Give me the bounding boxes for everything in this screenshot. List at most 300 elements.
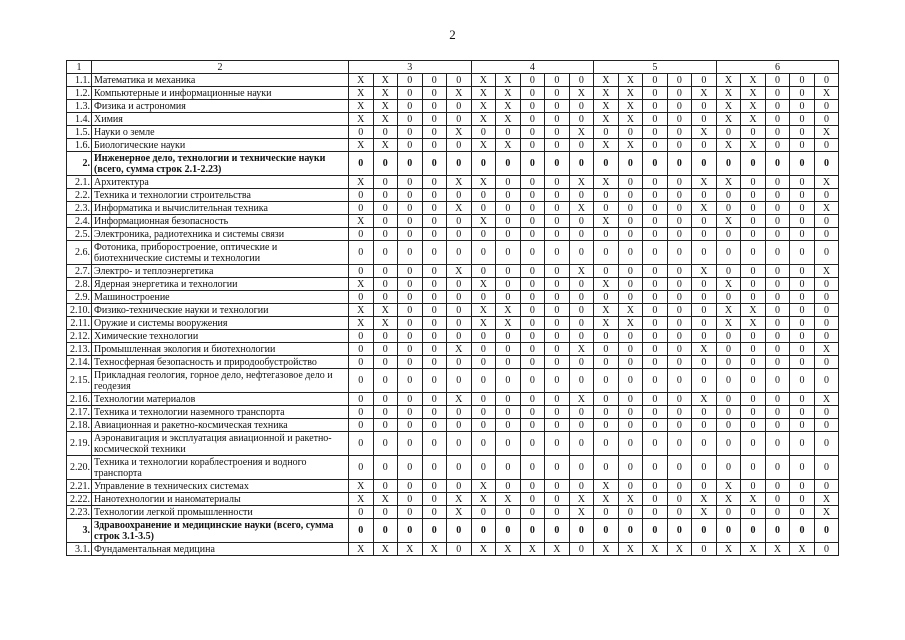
table-cell: 0 — [790, 506, 815, 519]
table-cell: 0 — [618, 152, 643, 176]
table-cell: 0 — [520, 215, 545, 228]
table-cell: 0 — [349, 265, 374, 278]
table-cell: X — [618, 543, 643, 556]
table-cell: 0 — [741, 369, 766, 393]
table-cell: 0 — [643, 432, 668, 456]
table-cell: 0 — [790, 393, 815, 406]
table-cell: 0 — [765, 265, 790, 278]
table-cell: 0 — [765, 113, 790, 126]
table-cell: 0 — [741, 419, 766, 432]
table-cell: 0 — [422, 87, 447, 100]
table-row — [67, 126, 839, 139]
table-cell: X — [618, 100, 643, 113]
table-cell: X — [643, 543, 668, 556]
table-cell: 0 — [349, 189, 374, 202]
table-cell: 0 — [373, 126, 398, 139]
table-cell: X — [447, 393, 472, 406]
table-cell: 0 — [790, 519, 815, 543]
table-cell: X — [569, 202, 594, 215]
table-cell: 0 — [765, 241, 790, 265]
table-cell: X — [520, 543, 545, 556]
row-code: 2.20. — [67, 456, 92, 480]
table-cell: 0 — [667, 126, 692, 139]
table-cell: 0 — [667, 176, 692, 189]
row-code: 1.6. — [67, 139, 92, 152]
table-cell: 0 — [349, 393, 374, 406]
table-cell: 0 — [814, 419, 839, 432]
table-cell: 0 — [545, 241, 570, 265]
table-cell: 0 — [594, 265, 619, 278]
table-cell: 0 — [814, 432, 839, 456]
table-cell: 0 — [422, 176, 447, 189]
table-cell: 0 — [349, 356, 374, 369]
row-name: Промышленная экология и биотехнологии — [92, 343, 349, 356]
table-cell: 0 — [765, 393, 790, 406]
table-cell: 0 — [741, 456, 766, 480]
table-cell: 0 — [594, 506, 619, 519]
table-cell: 0 — [545, 74, 570, 87]
table-cell: 0 — [398, 202, 423, 215]
table-row — [67, 87, 839, 100]
table-cell: 0 — [741, 393, 766, 406]
table-cell: 0 — [520, 493, 545, 506]
table-cell: 0 — [643, 393, 668, 406]
table-cell: 0 — [643, 419, 668, 432]
table-cell: X — [471, 493, 496, 506]
table-cell: 0 — [716, 126, 741, 139]
table-cell: 0 — [692, 543, 717, 556]
table-cell: 0 — [643, 291, 668, 304]
table-cell: 0 — [520, 432, 545, 456]
table-cell: 0 — [520, 519, 545, 543]
table-cell: 0 — [765, 343, 790, 356]
table-cell: 0 — [520, 152, 545, 176]
table-cell: X — [373, 87, 398, 100]
table-cell: X — [471, 139, 496, 152]
table-cell: 0 — [545, 304, 570, 317]
table-cell: 0 — [398, 291, 423, 304]
table-cell: 0 — [373, 406, 398, 419]
table-cell: 0 — [667, 480, 692, 493]
table-cell: X — [373, 100, 398, 113]
row-code: 2.5. — [67, 228, 92, 241]
row-code: 3. — [67, 519, 92, 543]
table-cell: 0 — [569, 543, 594, 556]
table-cell: 0 — [569, 74, 594, 87]
row-name: Технологии материалов — [92, 393, 349, 406]
table-cell: X — [496, 304, 521, 317]
table-cell: X — [398, 543, 423, 556]
table-cell: 0 — [790, 202, 815, 215]
row-name: Биологические науки — [92, 139, 349, 152]
row-code: 2.21. — [67, 480, 92, 493]
table-row — [67, 265, 839, 278]
table-cell: 0 — [765, 74, 790, 87]
table-cell: 0 — [471, 356, 496, 369]
table-cell: 0 — [765, 493, 790, 506]
table-cell: 0 — [569, 406, 594, 419]
table-cell: X — [594, 87, 619, 100]
table-cell: 0 — [496, 432, 521, 456]
table-cell: 0 — [398, 278, 423, 291]
table-cell: 0 — [618, 432, 643, 456]
table-cell: 0 — [692, 317, 717, 330]
table-cell: 0 — [349, 432, 374, 456]
row-code: 2.9. — [67, 291, 92, 304]
table-cell: 0 — [398, 100, 423, 113]
table-cell: 0 — [741, 506, 766, 519]
row-name: Авиационная и ракетно-космическая техника — [92, 419, 349, 432]
table-cell: 0 — [349, 506, 374, 519]
table-cell: 0 — [814, 317, 839, 330]
table-cell: 0 — [545, 456, 570, 480]
table-cell: 0 — [716, 506, 741, 519]
table-cell: X — [741, 113, 766, 126]
table-cell: 0 — [790, 278, 815, 291]
table-cell: 0 — [545, 343, 570, 356]
table-cell: 0 — [618, 480, 643, 493]
table-cell: 0 — [667, 519, 692, 543]
table-cell: 0 — [496, 406, 521, 419]
table-cell: 0 — [814, 291, 839, 304]
table-cell: 0 — [643, 356, 668, 369]
table-cell: 0 — [692, 228, 717, 241]
table-cell: 0 — [716, 189, 741, 202]
table-cell: 0 — [569, 228, 594, 241]
table-cell: 0 — [373, 278, 398, 291]
table-cell: 0 — [447, 215, 472, 228]
table-cell: 0 — [471, 126, 496, 139]
table-cell: 0 — [373, 343, 398, 356]
table-cell: 0 — [692, 278, 717, 291]
table-cell: 0 — [520, 265, 545, 278]
table-cell: 0 — [545, 317, 570, 330]
table-cell: 0 — [569, 152, 594, 176]
table-cell: X — [814, 343, 839, 356]
table-cell: 0 — [790, 74, 815, 87]
table-cell: 0 — [618, 456, 643, 480]
table-cell: 0 — [422, 241, 447, 265]
table-cell: 0 — [471, 152, 496, 176]
row-code: 3.1. — [67, 543, 92, 556]
table-cell: 0 — [594, 343, 619, 356]
table-cell: 0 — [520, 176, 545, 189]
table-cell: 0 — [471, 419, 496, 432]
row-code: 2.13. — [67, 343, 92, 356]
table-cell: 0 — [496, 228, 521, 241]
table-cell: 0 — [716, 432, 741, 456]
table-cell: 0 — [520, 419, 545, 432]
table-cell: X — [349, 493, 374, 506]
table-cell: 0 — [569, 100, 594, 113]
table-header-row — [67, 61, 839, 74]
table-cell: 0 — [545, 113, 570, 126]
table-cell: 0 — [643, 519, 668, 543]
table-cell: 0 — [373, 456, 398, 480]
table-cell: 0 — [667, 317, 692, 330]
table-cell: 0 — [594, 456, 619, 480]
table-cell: X — [765, 543, 790, 556]
table-cell: X — [692, 202, 717, 215]
table-cell: 0 — [447, 152, 472, 176]
table-row — [67, 113, 839, 126]
table-cell: 0 — [716, 519, 741, 543]
table-cell: 0 — [569, 432, 594, 456]
table-cell: X — [471, 543, 496, 556]
table-cell: 0 — [422, 113, 447, 126]
table-cell: 0 — [496, 480, 521, 493]
table-cell: X — [569, 265, 594, 278]
table-cell: 0 — [594, 432, 619, 456]
table-row — [67, 202, 839, 215]
table-cell: 0 — [422, 304, 447, 317]
table-cell: X — [716, 215, 741, 228]
table-cell: X — [447, 493, 472, 506]
row-name: Химия — [92, 113, 349, 126]
row-code: 2.2. — [67, 189, 92, 202]
table-cell: 0 — [422, 265, 447, 278]
table-cell: 0 — [790, 215, 815, 228]
table-cell: X — [496, 74, 521, 87]
table-cell: 0 — [422, 519, 447, 543]
table-cell: X — [447, 265, 472, 278]
row-code: 2.23. — [67, 506, 92, 519]
table-cell: 0 — [790, 356, 815, 369]
table-cell: 0 — [373, 189, 398, 202]
table-cell: X — [741, 493, 766, 506]
table-cell: 0 — [741, 189, 766, 202]
table-cell: X — [618, 74, 643, 87]
table-cell: 0 — [643, 139, 668, 152]
table-cell: X — [569, 176, 594, 189]
table-cell: 0 — [790, 343, 815, 356]
table-row — [67, 393, 839, 406]
table-cell: X — [471, 74, 496, 87]
table-cell: 0 — [765, 87, 790, 100]
table-cell: 0 — [667, 100, 692, 113]
table-cell: 0 — [545, 189, 570, 202]
table-cell: 0 — [643, 278, 668, 291]
table-cell: X — [471, 113, 496, 126]
table-cell: X — [349, 317, 374, 330]
table-cell: 0 — [447, 113, 472, 126]
table-cell: 0 — [814, 113, 839, 126]
table-row — [67, 74, 839, 87]
table-row — [67, 215, 839, 228]
table-cell: X — [569, 493, 594, 506]
table-cell: 0 — [545, 356, 570, 369]
table-cell: X — [349, 113, 374, 126]
table-cell: 0 — [422, 228, 447, 241]
table-cell: 0 — [667, 330, 692, 343]
table-cell: 0 — [594, 406, 619, 419]
row-code: 2.12. — [67, 330, 92, 343]
table-cell: 0 — [545, 291, 570, 304]
table-cell: 0 — [545, 265, 570, 278]
table-cell: 0 — [765, 356, 790, 369]
table-cell: 0 — [520, 506, 545, 519]
table-cell: 0 — [373, 152, 398, 176]
table-cell: X — [349, 278, 374, 291]
table-cell: 0 — [349, 202, 374, 215]
table-cell: 0 — [520, 393, 545, 406]
table-cell: 0 — [692, 291, 717, 304]
table-cell: 0 — [349, 291, 374, 304]
table-cell: 0 — [471, 343, 496, 356]
table-cell: 0 — [447, 189, 472, 202]
table-cell: X — [716, 543, 741, 556]
table-cell: 0 — [618, 369, 643, 393]
table-cell: 0 — [349, 241, 374, 265]
table-cell: 0 — [790, 139, 815, 152]
table-cell: 0 — [643, 87, 668, 100]
table-cell: 0 — [545, 228, 570, 241]
table-cell: 0 — [765, 139, 790, 152]
table-cell: 0 — [349, 228, 374, 241]
table-cell: 0 — [716, 369, 741, 393]
table-cell: 0 — [422, 278, 447, 291]
table-cell: 0 — [545, 152, 570, 176]
table-cell: 0 — [643, 265, 668, 278]
table-cell: 0 — [741, 291, 766, 304]
table-cell: 0 — [667, 456, 692, 480]
table-cell: X — [471, 100, 496, 113]
table-cell: X — [594, 100, 619, 113]
table-cell: 0 — [765, 419, 790, 432]
table-cell: 0 — [790, 456, 815, 480]
table-cell: 0 — [520, 100, 545, 113]
table-cell: 0 — [447, 304, 472, 317]
table-row — [67, 330, 839, 343]
table-cell: X — [471, 215, 496, 228]
table-cell: 0 — [545, 493, 570, 506]
table-cell: 0 — [643, 317, 668, 330]
table-cell: 0 — [398, 456, 423, 480]
table-cell: 0 — [569, 113, 594, 126]
table-cell: 0 — [569, 330, 594, 343]
table-cell: X — [716, 304, 741, 317]
row-name: Математика и механика — [92, 74, 349, 87]
table-cell: 0 — [643, 215, 668, 228]
table-cell: 0 — [814, 139, 839, 152]
table-cell: 0 — [692, 152, 717, 176]
table-cell: 0 — [471, 519, 496, 543]
row-code: 2.8. — [67, 278, 92, 291]
table-cell: 0 — [667, 215, 692, 228]
table-cell: X — [471, 304, 496, 317]
table-cell: X — [618, 304, 643, 317]
table-cell: X — [447, 343, 472, 356]
table-cell: 0 — [667, 343, 692, 356]
table-cell: X — [594, 278, 619, 291]
table-cell: 0 — [569, 356, 594, 369]
table-row — [67, 317, 839, 330]
table-cell: 0 — [422, 456, 447, 480]
table-cell: 0 — [765, 215, 790, 228]
table-cell: 0 — [349, 406, 374, 419]
table-cell: 0 — [594, 393, 619, 406]
row-name: Фотоника, приборостроение, оптические и биотехнические системы и технологии — [92, 241, 349, 265]
table-cell: X — [594, 493, 619, 506]
table-cell: 0 — [422, 419, 447, 432]
table-cell: X — [814, 393, 839, 406]
table-row — [67, 419, 839, 432]
table-cell: 0 — [520, 330, 545, 343]
table-cell: 0 — [814, 456, 839, 480]
table-cell: 0 — [643, 74, 668, 87]
table-cell: 0 — [349, 419, 374, 432]
table-cell: 0 — [790, 432, 815, 456]
table-cell: 0 — [447, 480, 472, 493]
table-cell: 0 — [741, 278, 766, 291]
table-cell: 0 — [520, 456, 545, 480]
table-cell: X — [814, 126, 839, 139]
table-cell: 0 — [520, 202, 545, 215]
table-cell: X — [471, 278, 496, 291]
column-header: 4 — [471, 61, 594, 74]
table-cell: 0 — [765, 506, 790, 519]
table-cell: 0 — [569, 419, 594, 432]
table-cell: 0 — [618, 419, 643, 432]
table-cell: X — [447, 506, 472, 519]
table-cell: 0 — [447, 519, 472, 543]
table-cell: 0 — [814, 304, 839, 317]
table-cell: 0 — [569, 215, 594, 228]
table-cell: X — [741, 317, 766, 330]
table-cell: 0 — [471, 202, 496, 215]
table-cell: 0 — [594, 519, 619, 543]
data-table — [66, 60, 839, 556]
table-cell: 0 — [741, 241, 766, 265]
table-cell: 0 — [790, 304, 815, 317]
table-row — [67, 519, 839, 543]
table-cell: 0 — [790, 87, 815, 100]
table-cell: 0 — [667, 228, 692, 241]
table-cell: 0 — [349, 369, 374, 393]
table-row — [67, 356, 839, 369]
table-cell: 0 — [790, 419, 815, 432]
table-cell: X — [349, 100, 374, 113]
table-cell: X — [373, 493, 398, 506]
table-cell: 0 — [741, 202, 766, 215]
table-cell: 0 — [741, 432, 766, 456]
table-cell: 0 — [814, 278, 839, 291]
table-cell: 0 — [422, 189, 447, 202]
table-cell: 0 — [692, 519, 717, 543]
table-cell: 0 — [471, 456, 496, 480]
table-cell: X — [814, 493, 839, 506]
table-cell: 0 — [471, 393, 496, 406]
column-header: 2 — [92, 61, 349, 74]
row-code: 1.5. — [67, 126, 92, 139]
table-cell: 0 — [618, 241, 643, 265]
row-code: 2.7. — [67, 265, 92, 278]
table-cell: 0 — [790, 189, 815, 202]
table-cell: 0 — [618, 126, 643, 139]
table-cell: 0 — [447, 543, 472, 556]
table-cell: 0 — [545, 100, 570, 113]
table-cell: 0 — [447, 139, 472, 152]
table-cell: 0 — [496, 343, 521, 356]
table-cell: 0 — [373, 215, 398, 228]
table-cell: X — [692, 493, 717, 506]
table-cell: 0 — [643, 100, 668, 113]
table-cell: 0 — [692, 432, 717, 456]
table-cell: 0 — [741, 126, 766, 139]
table-cell: 0 — [790, 493, 815, 506]
table-cell: 0 — [422, 139, 447, 152]
table-cell: 0 — [692, 419, 717, 432]
